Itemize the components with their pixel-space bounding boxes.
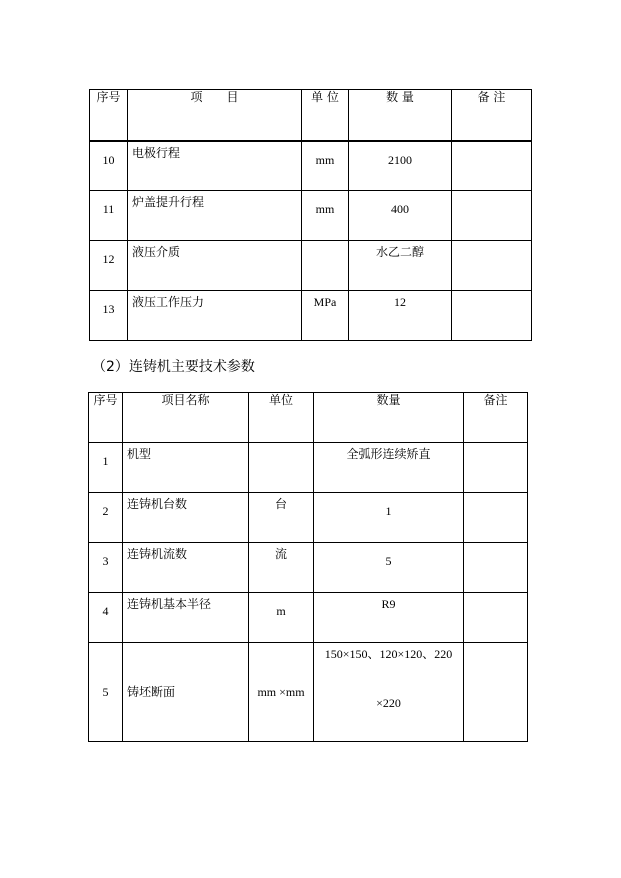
quantity-cell: 400 bbox=[349, 191, 452, 241]
header-cell: 项目名称 bbox=[123, 393, 249, 443]
note-cell bbox=[452, 141, 532, 191]
note-cell bbox=[464, 493, 528, 543]
header-cell: 备注 bbox=[464, 393, 528, 443]
note-cell bbox=[464, 593, 528, 643]
note-cell bbox=[452, 291, 532, 341]
quantity-line-1: 150×150、120×120、220 bbox=[324, 647, 453, 661]
table-row bbox=[90, 241, 532, 291]
note-cell bbox=[452, 241, 532, 291]
item-name: 连铸机台数 bbox=[123, 493, 249, 543]
item-name: 电极行程 bbox=[128, 141, 302, 191]
table-row bbox=[90, 141, 532, 191]
row-number: 5 bbox=[89, 643, 123, 742]
table-row bbox=[90, 291, 532, 341]
row-number: 10 bbox=[90, 141, 128, 191]
note-cell bbox=[464, 543, 528, 593]
header-cell: 单位 bbox=[249, 393, 314, 443]
table-row bbox=[89, 443, 528, 493]
note-cell bbox=[464, 443, 528, 493]
quantity-cell: 全弧形连续矫直 bbox=[314, 443, 464, 493]
quantity-cell: R9 bbox=[314, 593, 464, 643]
header-cell: 数 量 bbox=[349, 90, 452, 141]
table-row bbox=[90, 191, 532, 241]
unit-cell bbox=[302, 241, 349, 291]
row-number: 11 bbox=[90, 191, 128, 241]
row-number: 4 bbox=[89, 593, 123, 643]
item-name: 液压工作压力 bbox=[128, 291, 302, 341]
header-cell: 序号 bbox=[90, 90, 128, 141]
quantity-cell: 5 bbox=[314, 543, 464, 593]
row-number: 2 bbox=[89, 493, 123, 543]
unit-cell: 流 bbox=[249, 543, 314, 593]
unit-cell: mm ×mm bbox=[249, 643, 314, 742]
table-row bbox=[89, 643, 528, 742]
table-row bbox=[89, 543, 528, 593]
unit-cell: 台 bbox=[249, 493, 314, 543]
item-name: 液压介质 bbox=[128, 241, 302, 291]
electrode-params-table bbox=[89, 89, 532, 341]
table-header-row bbox=[90, 90, 532, 141]
header-cell: 数量 bbox=[314, 393, 464, 443]
row-number: 3 bbox=[89, 543, 123, 593]
item-name: 连铸机基本半径 bbox=[123, 593, 249, 643]
item-name: 连铸机流数 bbox=[123, 543, 249, 593]
unit-cell: mm bbox=[302, 141, 349, 191]
table-row bbox=[89, 493, 528, 543]
quantity-cell: 1 bbox=[314, 493, 464, 543]
table-row bbox=[89, 593, 528, 643]
item-name: 铸坯断面 bbox=[123, 643, 249, 742]
row-number: 13 bbox=[90, 291, 128, 341]
section-caption: （2）连铸机主要技术参数 bbox=[92, 359, 255, 375]
header-cell: 备 注 bbox=[452, 90, 532, 141]
table-header-row bbox=[89, 393, 528, 443]
row-number: 1 bbox=[89, 443, 123, 493]
unit-cell: mm bbox=[302, 191, 349, 241]
quantity-cell: 12 bbox=[349, 291, 452, 341]
item-name: 炉盖提升行程 bbox=[128, 191, 302, 241]
item-name: 机型 bbox=[123, 443, 249, 493]
quantity-cell: 2100 bbox=[349, 141, 452, 191]
row-number: 12 bbox=[90, 241, 128, 291]
unit-cell: m bbox=[249, 593, 314, 643]
note-cell bbox=[464, 643, 528, 742]
quantity-cell bbox=[314, 643, 464, 742]
unit-cell bbox=[249, 443, 314, 493]
note-cell bbox=[452, 191, 532, 241]
header-cell: 序号 bbox=[89, 393, 123, 443]
header-cell: 单 位 bbox=[302, 90, 349, 141]
caster-params-table bbox=[88, 392, 528, 742]
quantity-cell: 水乙二醇 bbox=[349, 241, 452, 291]
quantity-line-2: ×220 bbox=[376, 696, 401, 710]
unit-cell: MPa bbox=[302, 291, 349, 341]
header-cell: 项 目 bbox=[128, 90, 302, 141]
